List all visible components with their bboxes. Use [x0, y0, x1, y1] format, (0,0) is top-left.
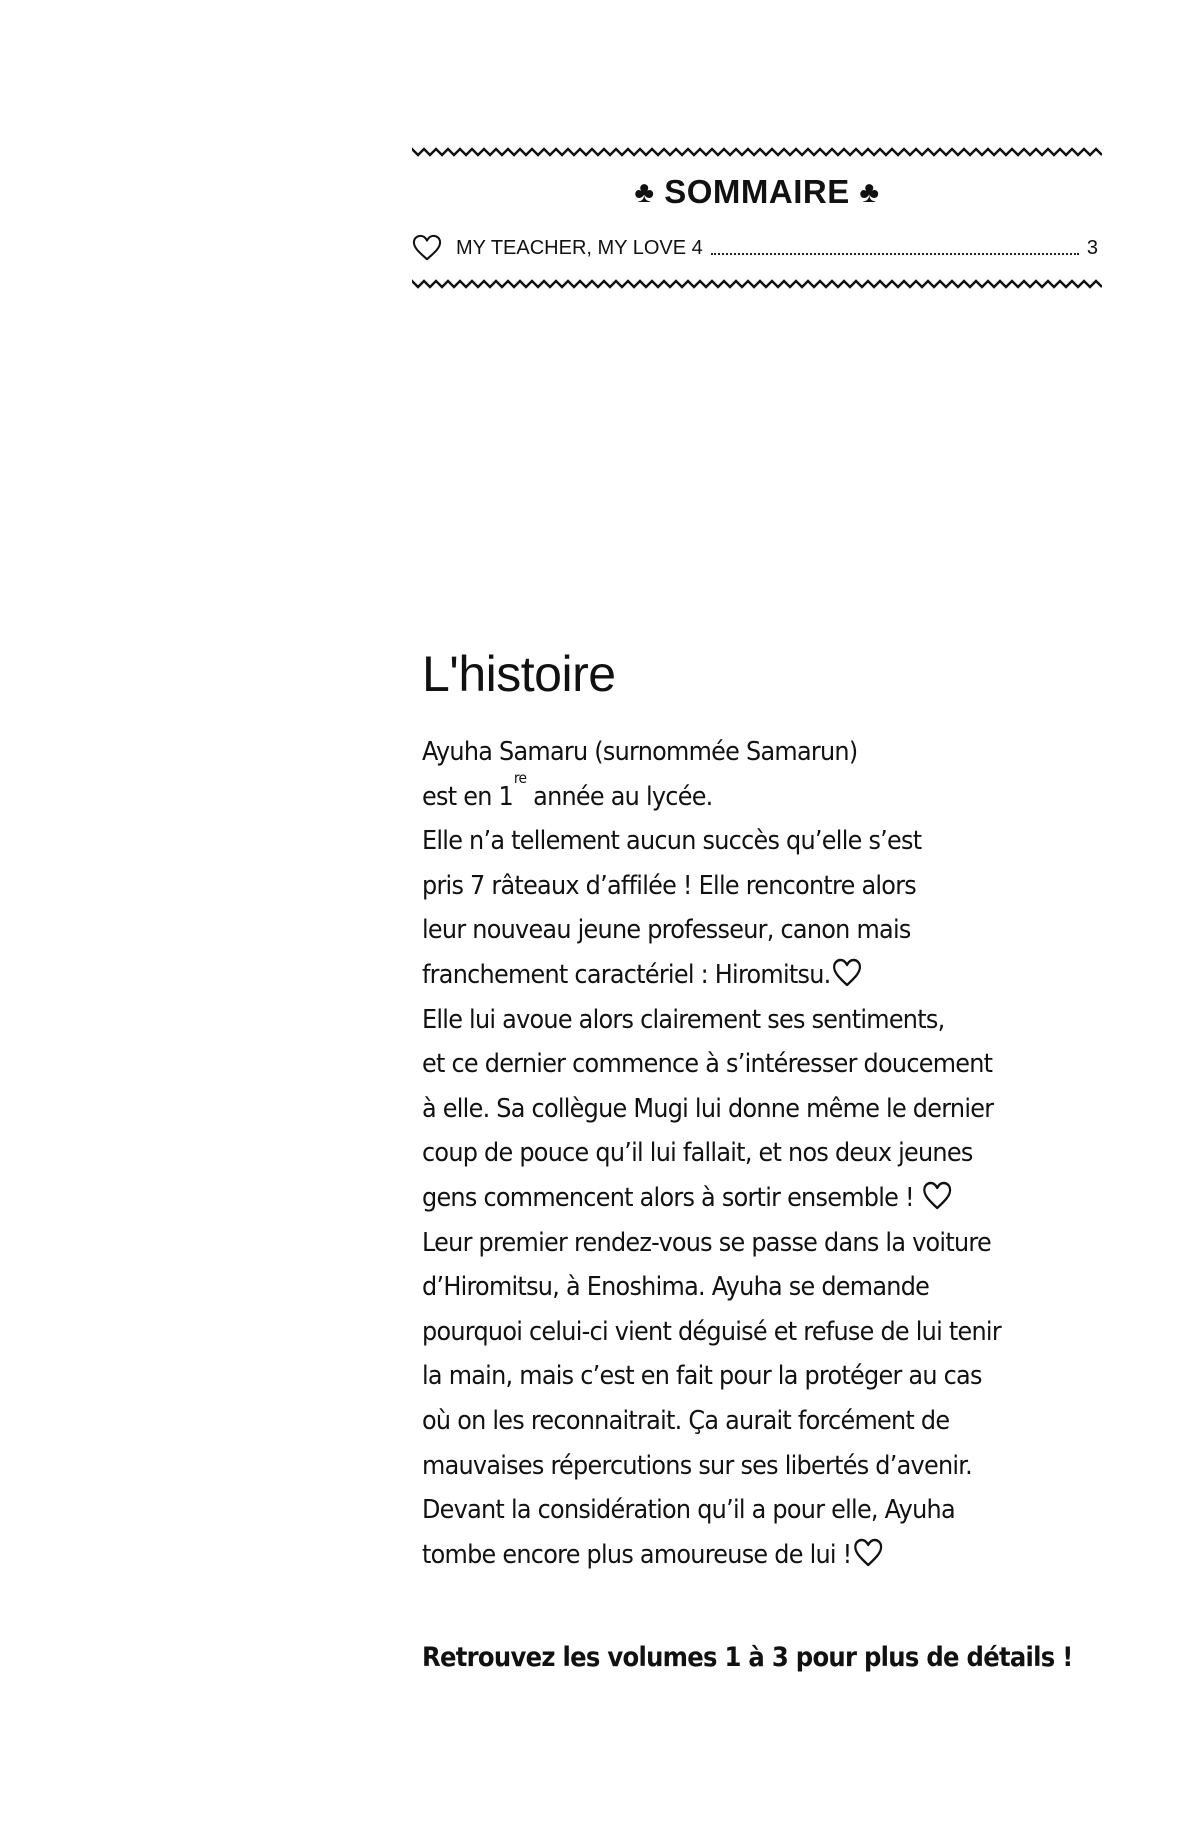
- toc-title-text: SOMMAIRE: [664, 173, 850, 210]
- story-line: [422, 1533, 1103, 1578]
- heart-outline-icon: [412, 234, 442, 262]
- story-line: leur nouveau jeune professeur, canon mais: [422, 915, 911, 946]
- story-line: [422, 768, 1103, 820]
- story-line: pourquoi celui-ci vient déguisé et refuse de lui tenir: [422, 1316, 1001, 1347]
- club-icon: ♣: [859, 176, 880, 209]
- story-footer-note: Retrouvez les volumes 1 à 3 pour plus de détails !: [422, 1642, 1073, 1673]
- table-of-contents: [412, 146, 1102, 292]
- story-line-text: franchement caractériel : Hiromitsu.: [422, 959, 831, 990]
- story-line: d’Hiromitsu, à Enoshima. Ayuha se demande: [422, 1272, 930, 1303]
- ordinal-superscript: re: [513, 768, 527, 787]
- toc-entry[interactable]: [412, 232, 1102, 264]
- story-body: [422, 730, 1103, 1577]
- toc-heading: [412, 170, 1102, 216]
- story-line: pris 7 râteaux d’affilée ! Elle rencontre alors: [422, 870, 917, 901]
- decorative-border-top: [412, 146, 1102, 158]
- story-line: où on les reconnaitrait. Ça aurait forcément de: [422, 1405, 950, 1436]
- story-line: à elle. Sa collègue Mugi lui donne même le dernier: [422, 1093, 994, 1124]
- story-line: Ayuha Samaru (surnommée Samarun): [422, 737, 858, 767]
- story-line: mauvaises répercutions sur ses libertés d’avenir.: [422, 1450, 973, 1481]
- story-line: [422, 953, 1103, 998]
- story-line-text: année au lycée.: [526, 781, 713, 812]
- story-line: la main, mais c’est en fait pour la protéger au cas: [422, 1361, 982, 1392]
- story-line: Leur premier rendez-vous se passe dans la voiture: [422, 1227, 991, 1258]
- toc-entry-title: MY TEACHER, MY LOVE 4: [456, 236, 703, 259]
- heart-outline-icon: [853, 1538, 882, 1568]
- story-line: coup de pouce qu’il lui fallait, et nos deux jeunes: [422, 1138, 973, 1169]
- story-line: Elle lui avoue alors clairement ses sentiments,: [422, 1004, 945, 1035]
- story-line: et ce dernier commence à s’intéresser doucement: [422, 1049, 993, 1080]
- story-line: Devant la considération qu’il a pour elle, Ayuha: [422, 1495, 955, 1526]
- story-line: Elle n’a tellement aucun succès qu’elle s’est: [422, 826, 922, 857]
- club-icon: ♣: [634, 176, 655, 209]
- dot-leader: [711, 253, 1079, 255]
- toc-entry-page: 3: [1086, 236, 1098, 259]
- heart-outline-icon: [923, 1181, 952, 1211]
- story-line-text: est en 1: [422, 781, 513, 812]
- story-line-text: gens commencent alors à sortir ensemble !: [422, 1182, 914, 1213]
- story-section: [422, 642, 1122, 1577]
- story-line: [422, 1176, 1103, 1221]
- story-heading: L'histoire: [422, 646, 616, 702]
- decorative-border-bottom: [412, 278, 1102, 290]
- heart-outline-icon: [832, 958, 861, 988]
- story-line-text: tombe encore plus amoureuse de lui !: [422, 1539, 852, 1570]
